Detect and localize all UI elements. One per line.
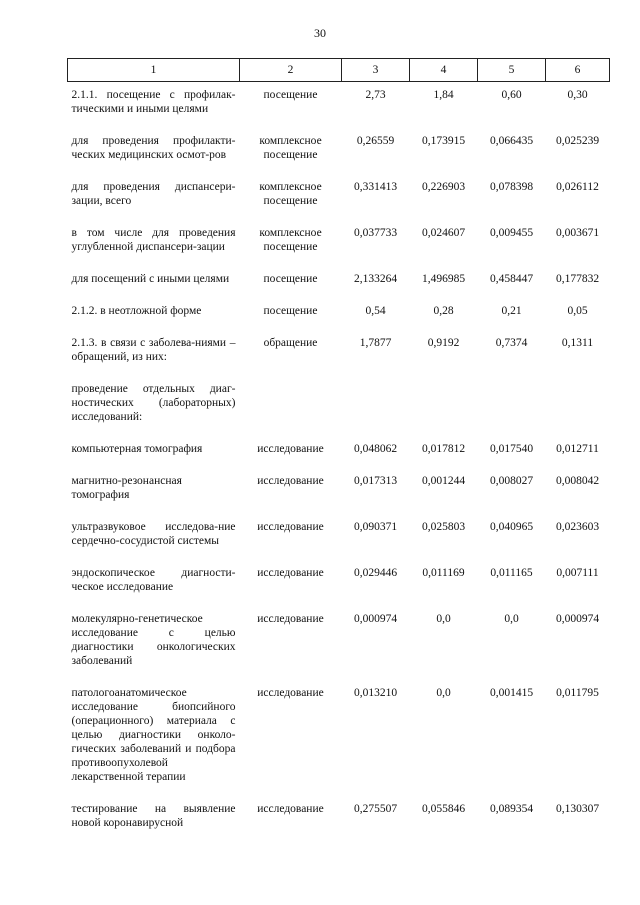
value-col3: 0,037733: [353, 227, 398, 239]
column-header: 1: [68, 59, 240, 82]
row-name: 2.1.2. в неотложной форме: [71, 305, 202, 317]
value-col4: 0,226903: [421, 181, 466, 193]
column-header: 6: [546, 59, 610, 82]
value-col4: 0,0: [436, 687, 451, 699]
row-unit: комплексное посещение: [259, 135, 322, 161]
row-name: в том числе для проведения углубленной диспансери-зации: [71, 227, 236, 253]
value-col5: 0,60: [501, 89, 522, 101]
value-col4: 1,84: [433, 89, 454, 101]
value-col6: 0,05: [567, 305, 588, 317]
table-header: [68, 59, 610, 82]
row-unit: комплексное посещение: [259, 227, 322, 253]
value-col4: [410, 375, 478, 435]
value-col3: 1,7877: [359, 337, 392, 349]
table-row: [68, 329, 610, 375]
table-row: [68, 559, 610, 605]
row-name: 2.1.3. в связи с заболева-ниями – обращений, из них:: [71, 337, 236, 363]
value-col6: 0,007111: [556, 567, 599, 579]
value-col5: 0,0: [504, 613, 519, 625]
row-unit: комплексное посещение: [259, 181, 322, 207]
row-unit: исследование: [257, 443, 324, 455]
table-row: [68, 219, 610, 265]
value-col3: 2,133264: [353, 273, 398, 285]
value-col4: 0,9192: [427, 337, 460, 349]
row-name: магнитно-резонансная томография: [71, 475, 182, 501]
row-name: для проведения диспансери-зации, всего: [71, 181, 236, 207]
row-name: проведение отдельных диаг-ностических (лабораторных) исследований:: [71, 383, 236, 423]
table-row: [68, 375, 610, 435]
value-col4: 0,28: [433, 305, 454, 317]
value-col5: 0,21: [501, 305, 522, 317]
value-col3: 0,048062: [353, 443, 398, 455]
table-row: [68, 297, 610, 329]
value-col3: 0,275507: [353, 803, 398, 815]
row-unit: посещение: [263, 305, 318, 317]
value-col4: 0,055846: [421, 803, 466, 815]
table-row: [68, 82, 610, 128]
value-col5: 0,040965: [489, 521, 534, 533]
page-number: 30: [314, 26, 326, 40]
table-row: [68, 435, 610, 467]
value-col5: 0,011165: [490, 567, 533, 579]
row-unit: посещение: [263, 89, 318, 101]
table-row: [68, 467, 610, 513]
row-unit: обращение: [263, 337, 318, 349]
value-col4: 0,0: [436, 613, 451, 625]
row-unit: исследование: [257, 687, 324, 699]
row-name: для проведения профилакти-ческих медицинских осмот-ров: [71, 135, 236, 161]
value-col3: 2,73: [365, 89, 386, 101]
table-row: [68, 605, 610, 679]
value-col3: 0,54: [365, 305, 386, 317]
value-col6: 0,130307: [555, 803, 600, 815]
header-row: [68, 59, 610, 82]
value-col3: 0,26559: [356, 135, 395, 147]
value-col6: 0,30: [567, 89, 588, 101]
row-name: тестирование на выявление новой коронавирусной: [71, 803, 236, 829]
value-col4: 0,017812: [421, 443, 466, 455]
value-col3: 0,013210: [353, 687, 398, 699]
value-col5: [478, 375, 546, 435]
column-header: 3: [342, 59, 410, 82]
value-col6: 0,008042: [555, 475, 600, 487]
table-body: [68, 82, 610, 842]
row-unit: [240, 375, 342, 435]
row-unit: исследование: [257, 475, 324, 487]
column-header: 4: [410, 59, 478, 82]
value-col3: 0,331413: [353, 181, 398, 193]
table-row: [68, 679, 610, 795]
value-col6: 0,012711: [556, 443, 599, 455]
value-col4: 0,024607: [421, 227, 466, 239]
value-col3: 0,090371: [353, 521, 398, 533]
table-row: [68, 795, 610, 841]
row-unit: исследование: [257, 613, 324, 625]
value-col3: 0,000974: [353, 613, 398, 625]
row-name: патологоанатомическое исследование биопсийного (операционного) материала с целью диагностики онколо-гических заболеваний и подбора противоопухолевой лекарственной терапии: [71, 687, 236, 783]
value-col6: 0,1311: [561, 337, 594, 349]
value-col5: 0,458447: [489, 273, 534, 285]
table-row: [68, 513, 610, 559]
value-col3: 0,017313: [353, 475, 398, 487]
value-col5: 0,078398: [489, 181, 534, 193]
value-col6: 0,023603: [555, 521, 600, 533]
value-col5: 0,089354: [489, 803, 534, 815]
value-col4: 0,025803: [421, 521, 466, 533]
value-col3: 0,029446: [353, 567, 398, 579]
column-header: 5: [478, 59, 546, 82]
table-row: [68, 127, 610, 173]
row-name: 2.1.1. посещение с профилак-тическими и иными целями: [71, 89, 236, 115]
row-unit: посещение: [263, 273, 318, 285]
value-col6: 0,026112: [556, 181, 599, 193]
value-col5: 0,7374: [495, 337, 528, 349]
value-col6: 0,003671: [555, 227, 600, 239]
value-col5: 0,066435: [489, 135, 534, 147]
row-name: компьютерная томография: [71, 443, 203, 455]
data-table: [67, 58, 610, 841]
row-name: молекулярно-генетическое исследование с целью диагностики онкологических заболеваний: [71, 613, 236, 667]
row-unit: исследование: [257, 521, 324, 533]
value-col3: [342, 375, 410, 435]
row-unit: исследование: [257, 567, 324, 579]
table-row: [68, 265, 610, 297]
value-col5: 0,009455: [489, 227, 534, 239]
value-col4: 0,173915: [421, 135, 466, 147]
value-col5: 0,017540: [489, 443, 534, 455]
value-col6: 0,011795: [556, 687, 599, 699]
value-col6: 0,177832: [555, 273, 600, 285]
row-name: эндоскопическое диагности-ческое исследование: [71, 567, 236, 593]
value-col4: 1,496985: [421, 273, 466, 285]
row-unit: исследование: [257, 803, 324, 815]
value-col6: [546, 375, 610, 435]
row-name: ультразвуковое исследова-ние сердечно-сосудистой системы: [71, 521, 236, 547]
value-col6: 0,000974: [555, 613, 600, 625]
value-col4: 0,001244: [421, 475, 466, 487]
value-col5: 0,001415: [489, 687, 534, 699]
value-col6: 0,025239: [555, 135, 600, 147]
value-col4: 0,011169: [422, 567, 465, 579]
column-header: 2: [240, 59, 342, 82]
value-col5: 0,008027: [489, 475, 534, 487]
table-row: [68, 173, 610, 219]
row-name: для посещений с иными целями: [71, 273, 230, 285]
